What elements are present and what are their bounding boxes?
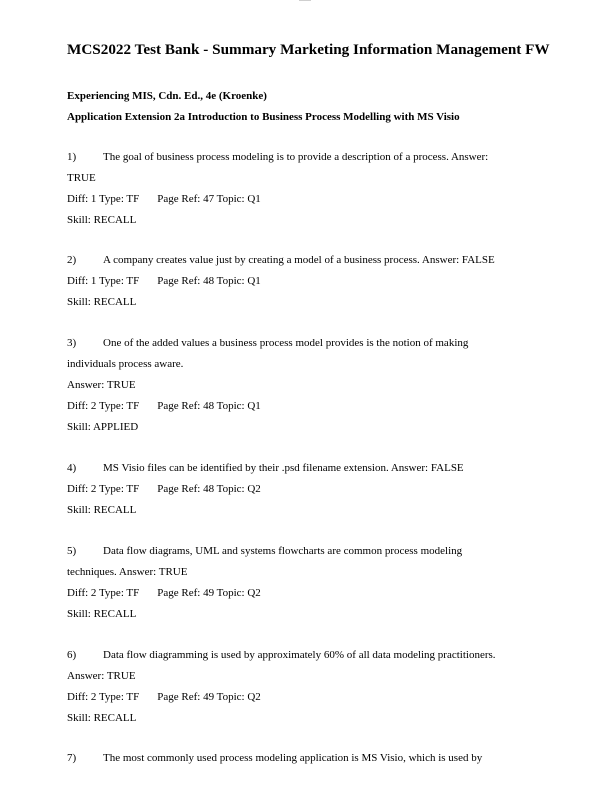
question-text-line bbox=[67, 541, 542, 562]
page-top-mark bbox=[299, 0, 311, 3]
difficulty-type: Diff: 2 Type: TF bbox=[67, 400, 140, 412]
question-number: 5) bbox=[67, 545, 77, 557]
question-text-continued: individuals process aware. bbox=[67, 358, 184, 370]
question-text-line bbox=[67, 333, 542, 354]
question-number: 3) bbox=[67, 337, 77, 349]
question-metadata bbox=[67, 271, 542, 292]
question-text: Data flow diagramming is used by approximately 60% of all data modeling practitioners. bbox=[103, 649, 496, 661]
question-text: The goal of business process modeling is to provide a description of a process. Answer: bbox=[103, 151, 489, 163]
page-ref-topic: Page Ref: 48 Topic: Q2 bbox=[157, 483, 261, 495]
question-text-line bbox=[67, 147, 542, 168]
question-text-line bbox=[67, 645, 542, 666]
question-skill: Skill: RECALL bbox=[67, 712, 137, 724]
question-2 bbox=[67, 250, 542, 313]
question-text: Data flow diagrams, UML and systems flowcharts are common process modeling bbox=[103, 545, 463, 557]
question-text-continued: TRUE bbox=[67, 172, 96, 184]
question-metadata bbox=[67, 583, 542, 604]
page-ref-topic: Page Ref: 48 Topic: Q1 bbox=[157, 400, 261, 412]
question-text: One of the added values a business process model provides is the notion of making bbox=[103, 337, 469, 349]
page-ref-topic: Page Ref: 49 Topic: Q2 bbox=[157, 691, 261, 703]
question-skill: Skill: APPLIED bbox=[67, 421, 139, 433]
question-text-line bbox=[67, 250, 542, 271]
question-metadata bbox=[67, 479, 542, 500]
question-skill: Skill: RECALL bbox=[67, 214, 137, 226]
difficulty-type: Diff: 2 Type: TF bbox=[67, 691, 140, 703]
question-text-line bbox=[67, 748, 542, 769]
question-6 bbox=[67, 645, 542, 729]
difficulty-type: Diff: 1 Type: TF bbox=[67, 275, 140, 287]
question-text-line bbox=[67, 458, 542, 479]
question-number: 7) bbox=[67, 752, 77, 764]
question-1 bbox=[67, 147, 542, 231]
question-metadata bbox=[67, 396, 542, 417]
question-number: 2) bbox=[67, 254, 77, 266]
chapter-title: Application Extension 2a Introduction to Business Process Modelling with MS Visio bbox=[67, 111, 460, 123]
question-text: The most commonly used process modeling application is MS Visio, which is used by bbox=[103, 752, 483, 764]
question-text-continued: techniques. Answer: TRUE bbox=[67, 566, 188, 578]
difficulty-type: Diff: 2 Type: TF bbox=[67, 483, 140, 495]
question-text: MS Visio files can be identified by their .psd filename extension. Answer: FALSE bbox=[103, 462, 464, 474]
question-answer: Answer: TRUE bbox=[67, 379, 136, 391]
question-answer: Answer: TRUE bbox=[67, 670, 136, 682]
question-skill: Skill: RECALL bbox=[67, 608, 137, 620]
difficulty-type: Diff: 1 Type: TF bbox=[67, 193, 140, 205]
difficulty-type: Diff: 2 Type: TF bbox=[67, 587, 140, 599]
question-number: 4) bbox=[67, 462, 77, 474]
page-ref-topic: Page Ref: 48 Topic: Q1 bbox=[157, 275, 261, 287]
question-7 bbox=[67, 748, 542, 769]
page-ref-topic: Page Ref: 49 Topic: Q2 bbox=[157, 587, 261, 599]
question-metadata bbox=[67, 687, 542, 708]
page-ref-topic: Page Ref: 47 Topic: Q1 bbox=[157, 193, 261, 205]
question-number: 1) bbox=[67, 151, 77, 163]
question-5 bbox=[67, 541, 542, 625]
question-text: A company creates value just by creating a model of a business process. Answer: FALSE bbox=[103, 254, 495, 266]
question-metadata bbox=[67, 189, 542, 210]
document-title: MCS2022 Test Bank - Summary Marketing Information Management FW bbox=[67, 41, 550, 58]
question-skill: Skill: RECALL bbox=[67, 296, 137, 308]
question-skill: Skill: RECALL bbox=[67, 504, 137, 516]
question-3 bbox=[67, 333, 542, 438]
book-title: Experiencing MIS, Cdn. Ed., 4e (Kroenke) bbox=[67, 90, 267, 102]
question-4 bbox=[67, 458, 542, 521]
question-number: 6) bbox=[67, 649, 77, 661]
